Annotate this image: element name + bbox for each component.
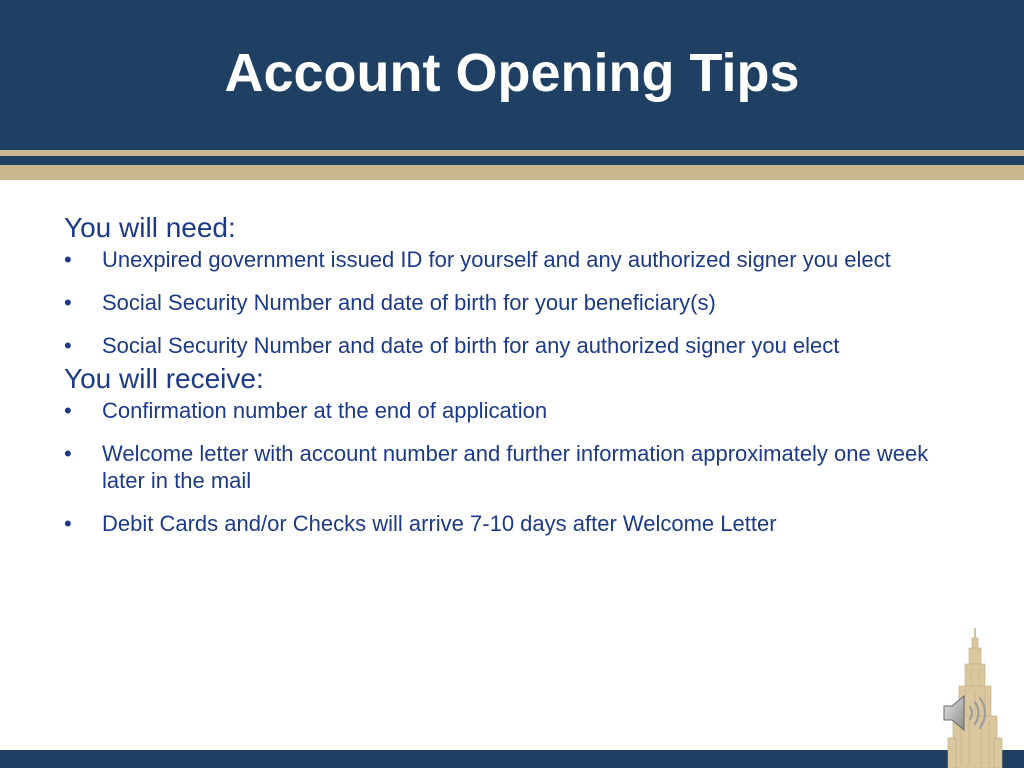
bullet-glyph: • (64, 333, 72, 358)
bottom-bar (0, 750, 1024, 768)
bullet-glyph: • (64, 290, 72, 315)
list-item-text: Unexpired government issued ID for yourself and any authorized signer you elect (102, 247, 891, 272)
list-item (64, 397, 974, 424)
accent-stripe-bottom (0, 165, 1024, 180)
bullet-glyph: • (64, 398, 72, 423)
list-item (64, 246, 974, 273)
list-item (64, 332, 974, 359)
bullet-glyph: • (64, 441, 72, 466)
list-item-text: Debit Cards and/or Checks will arrive 7-10 days after Welcome Letter (102, 511, 777, 536)
list-item (64, 440, 974, 494)
section-heading-receive: You will receive: (64, 363, 264, 394)
receive-list (64, 397, 974, 537)
navy-stripe (0, 156, 1024, 165)
list-item (64, 289, 974, 316)
list-item-text: Welcome letter with account number and further information approximately one week later in the mail (102, 441, 929, 493)
need-list (64, 246, 974, 359)
bullet-glyph: • (64, 511, 72, 536)
slide-content (64, 210, 974, 537)
bullet-glyph: • (64, 247, 72, 272)
slide-title: Account Opening Tips (224, 43, 800, 103)
section-heading-need: You will need: (64, 212, 236, 243)
list-item-text: Confirmation number at the end of application (102, 398, 548, 423)
speaker-icon[interactable] (940, 690, 996, 736)
list-item-text: Social Security Number and date of birth for any authorized signer you elect (102, 333, 840, 358)
list-item (64, 510, 974, 537)
list-item-text: Social Security Number and date of birth for your beneficiary(s) (102, 290, 716, 315)
